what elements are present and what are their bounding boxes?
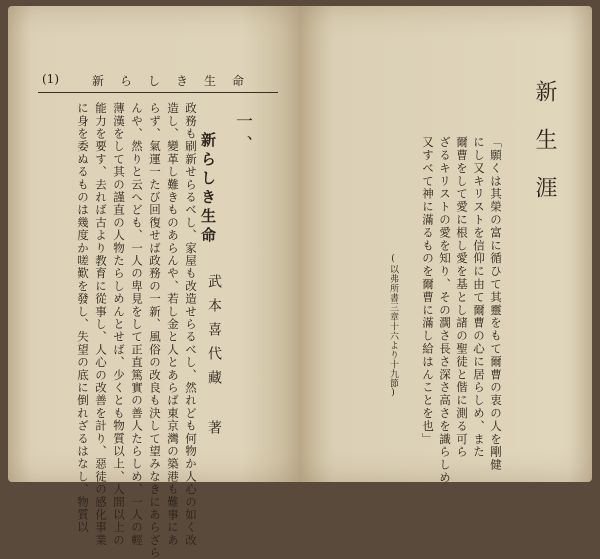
scripture-quote-column: 又すべて神に滿るものを爾曹に滿し給はんことを也」 [421,136,435,446]
page-number: (1) [42,72,59,86]
source-citation: (以弗所書三章十六より十九節) [388,254,398,399]
left-body-text-column: 能力を要す、去れば古より教育に從事し、人心の改善を計り、惡徒の感化事業 [94,102,108,547]
scripture-quote-column: ざるキリストの愛を知り、その濶さ長さ深さ高さを識らしめ [438,136,452,485]
author-name: 武本喜代藏 著 [206,274,222,444]
left-page [8,6,299,559]
running-header [38,68,278,93]
right-page [299,6,592,485]
scripture-quote [409,136,503,485]
left-body-text [44,102,198,559]
section-title: 新らしき生命 [199,132,217,246]
left-body-text-column: らず、氣運一たび回復せば政務の一新、風俗の改良も決して望みなきにあらざら [148,102,162,559]
page-title: 新生涯 [532,80,557,224]
open-book [8,6,592,559]
left-body-text-column: 造し、變革し難きものあらんや、若し金と人とあらば東京灣の築港も難事にあ [166,102,180,547]
scripture-quote-column: 「願くは其榮の富に循ひて其靈をもて爾曹の衷の人を剛健 [489,136,503,472]
left-body-text-column: に身を委ぬるものは幾度か嗟歎を發し、失望の底に倒れざるはなし、物質以 [76,102,90,534]
running-title: 新らしき生命 [91,74,260,88]
left-body-text-column: 薄漢をして其の謹直の人物たらしめんとせば、少くとも物質以上、人間以上の [112,102,126,547]
left-body-text-column: 政務も刷新せらるべし、家屋も改造せらるべし、然れども何物か人心の如く改 [184,102,198,547]
scripture-quote-column: にし又キリストを信仰に由て爾曹の心に居らしめ、また [472,136,486,459]
left-body-text-column: んや、然りと云へども、一人の卑見をして正直篤實の善人たらしめ、一人の輕 [130,102,144,547]
chapter-label: 一、 [232,112,252,158]
scripture-quote-column: 爾曹をして愛に根し愛を基とし諸の聖徒と偕に測る可ら [455,136,469,459]
